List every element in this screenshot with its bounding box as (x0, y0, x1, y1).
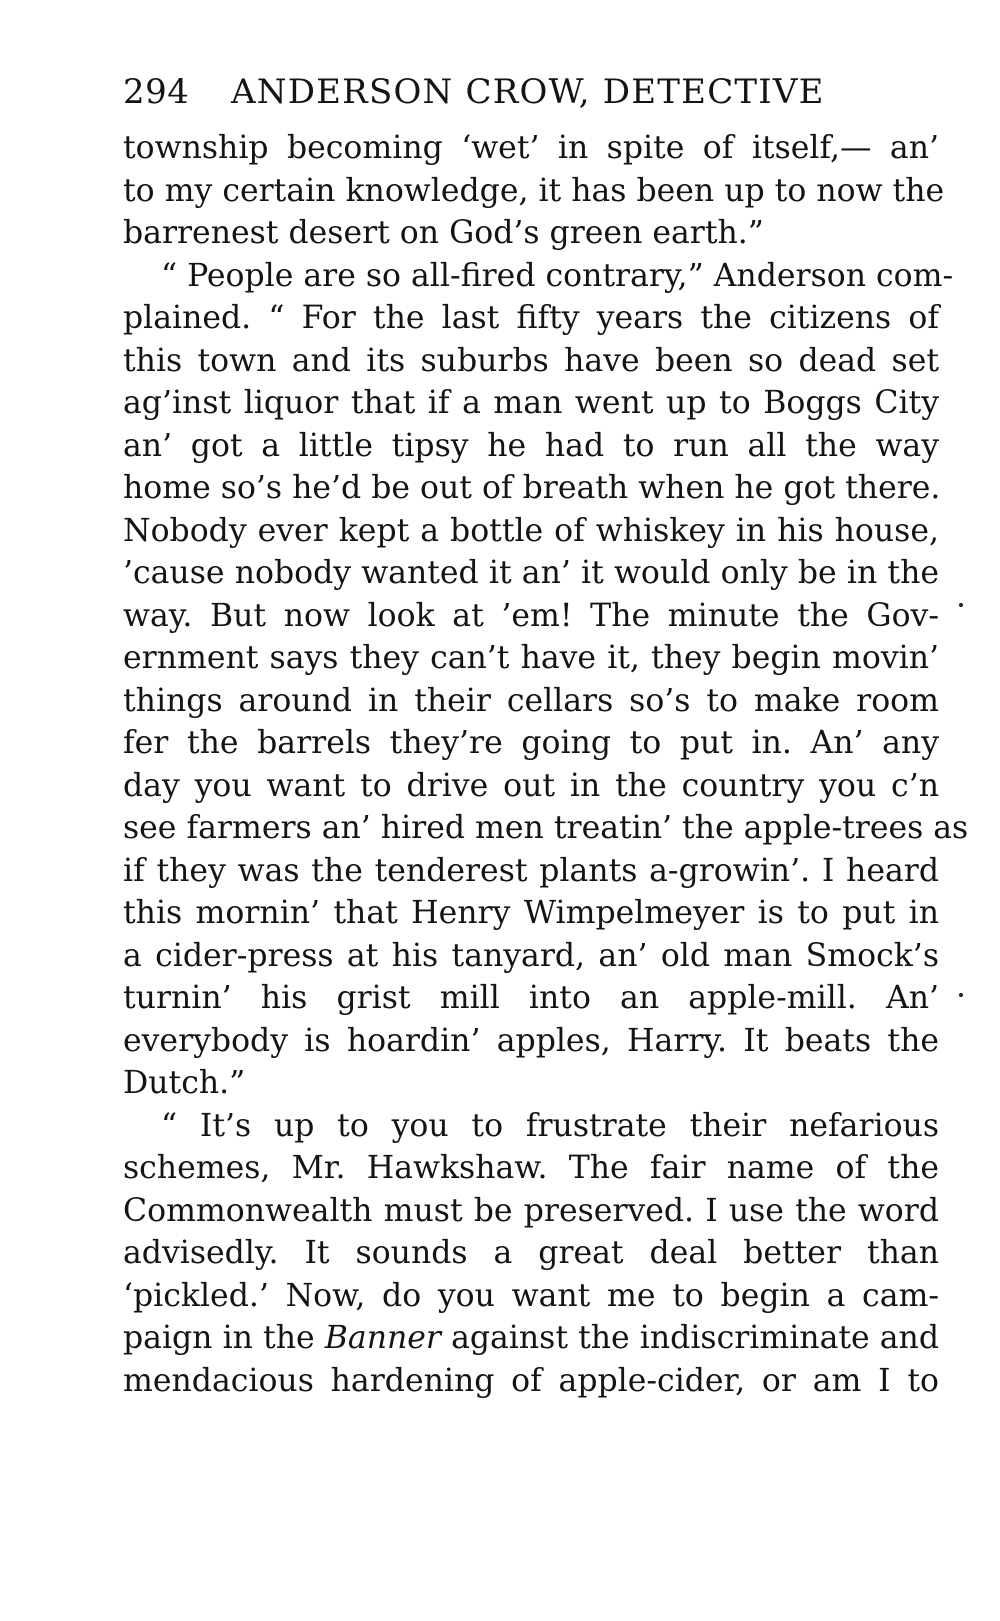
text-line: township becoming ‘wet’ in spite of itself,— an’ (123, 130, 939, 166)
book-page (123, 72, 969, 1402)
text-line: everybody is hoardin’ apples, Harry. It beats the (123, 1022, 939, 1059)
text-line: schemes, Mr. Hawkshaw. The fair name of the (123, 1150, 939, 1186)
text-line: this mornin’ that Henry Wimpelmeyer is to put in (123, 895, 939, 931)
text-line: ’cause nobody wanted it an’ it would only be in the (123, 555, 939, 591)
text-line: “ People are so all-fired contrary,” Anderson com- (161, 257, 954, 294)
text-line: “ It’s up to you to frustrate their nefarious (161, 1107, 939, 1144)
text-line: an’ got a little tipsy he had to run all the way (123, 427, 939, 464)
text-line: mendacious hardening of apple-cider, or am I to (123, 1362, 939, 1399)
text-line: see farmers an’ hired men treatin’ the apple-trees as (123, 810, 969, 846)
text-line: ag’inst liquor that if a man went up to Boggs City (123, 385, 939, 421)
text-line: Commonwealth must be preserved. I use the word (123, 1192, 939, 1229)
body-text (123, 127, 969, 1402)
text-line: Nobody ever kept a bottle of whiskey in his house, (123, 512, 939, 549)
italic-title: Banner (324, 1320, 441, 1356)
text-segment: against the indiscriminate and (440, 1320, 939, 1356)
running-title: ANDERSON CROW, DETECTIVE (231, 72, 825, 112)
running-head (123, 72, 939, 112)
text-line: way. But now look at ’em! The minute the Gov- (123, 597, 939, 634)
text-line: to my certain knowledge, it has been up to now the (123, 172, 945, 209)
page-number: 294 (123, 72, 190, 112)
text-line: ‘pickled.’ Now, do you want me to begin a cam- (123, 1277, 939, 1314)
text-line: if they was the tenderest plants a-growin’. I heard (123, 852, 939, 889)
text-line: ernment says they can’t have it, they begin movin’ (123, 640, 939, 676)
text-line: day you want to drive out in the country you c’n (123, 767, 939, 804)
text-line: turnin’ his grist mill into an apple-mill. An’ (123, 980, 939, 1016)
text-line: home so’s he’d be out of breath when he got there. (123, 470, 941, 506)
margin-speck (959, 993, 963, 997)
text-line: Dutch.” (123, 1065, 246, 1101)
text-line: things around in their cellars so’s to make room (123, 682, 939, 719)
text-line: plained. “ For the last fifty years the citizens of (123, 300, 939, 336)
margin-speck (959, 603, 963, 607)
text-line: this town and its suburbs have been so dead set (123, 342, 939, 379)
text-line: advisedly. It sounds a great deal better than (123, 1235, 939, 1271)
text-line: a cider-press at his tanyard, an’ old man Smock’s (123, 937, 939, 974)
text-line: fer the barrels they’re going to put in. An’ any (123, 725, 939, 761)
text-segment: paign in the (123, 1320, 325, 1356)
text-line-with-italic (123, 1317, 939, 1360)
text-line: barrenest desert on God’s green earth.” (123, 215, 764, 251)
